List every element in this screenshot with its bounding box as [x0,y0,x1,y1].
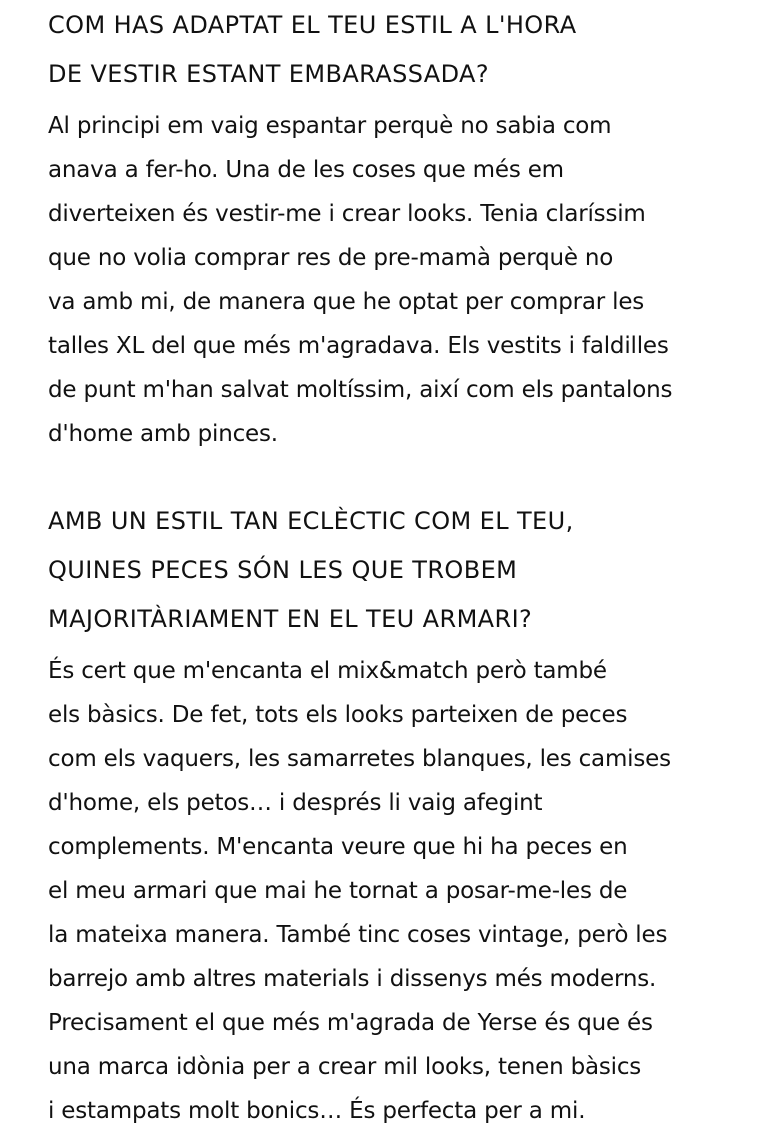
answer-line: Al principi em vaig espantar perquè no sabia com [48,113,612,139]
answer-line: va amb mi, de manera que he optat per comprar les [48,289,645,315]
answer-line: de punt m'han salvat moltíssim, així com els pantalons [48,377,673,403]
interview-question-2 [48,497,748,644]
answer-line: anava a fer-ho. Una de les coses que més em [48,157,564,183]
answer-line: barrejo amb altres materials i dissenys més moderns. [48,966,657,992]
answer-line: complements. M'encanta veure que hi ha peces en [48,834,628,860]
answer-line: que no volia comprar res de pre-mamà perquè no [48,245,614,271]
question-line: DE VESTIR ESTANT EMBARASSADA? [48,60,490,88]
answer-line: els bàsics. De fet, tots els looks parteixen de peces [48,702,628,728]
interview-answer-1 [48,104,748,456]
answer-line: diverteixen és vestir-me i crear looks. Tenia claríssim [48,201,646,227]
question-line: QUINES PECES SÓN LES QUE TROBEM [48,556,518,584]
answer-line: talles XL del que més m'agradava. Els vestits i faldilles [48,333,669,359]
answer-line: el meu armari que mai he tornat a posar-me-les de [48,878,628,904]
question-line: MAJORITÀRIAMENT EN EL TEU ARMARI? [48,605,533,633]
answer-line: una marca idònia per a crear mil looks, tenen bàsics [48,1054,642,1080]
question-line: COM HAS ADAPTAT EL TEU ESTIL A L'HORA [48,11,577,39]
answer-line: i estampats molt bonics… És perfecta per a mi. [48,1098,586,1124]
interview-article [48,0,748,1133]
answer-line: d'home, els petos… i després li vaig afegint [48,790,543,816]
answer-line: d'home amb pinces. [48,421,278,447]
interview-answer-2 [48,649,748,1133]
answer-line: És cert que m'encanta el mix&match però també [48,658,607,684]
answer-line: Precisament el que més m'agrada de Yerse és que és [48,1010,653,1036]
answer-line: com els vaquers, les samarretes blanques, les camises [48,746,671,772]
interview-question-1 [48,1,748,99]
answer-line: la mateixa manera. També tinc coses vintage, però les [48,922,668,948]
question-line: AMB UN ESTIL TAN ECLÈCTIC COM EL TEU, [48,507,574,535]
